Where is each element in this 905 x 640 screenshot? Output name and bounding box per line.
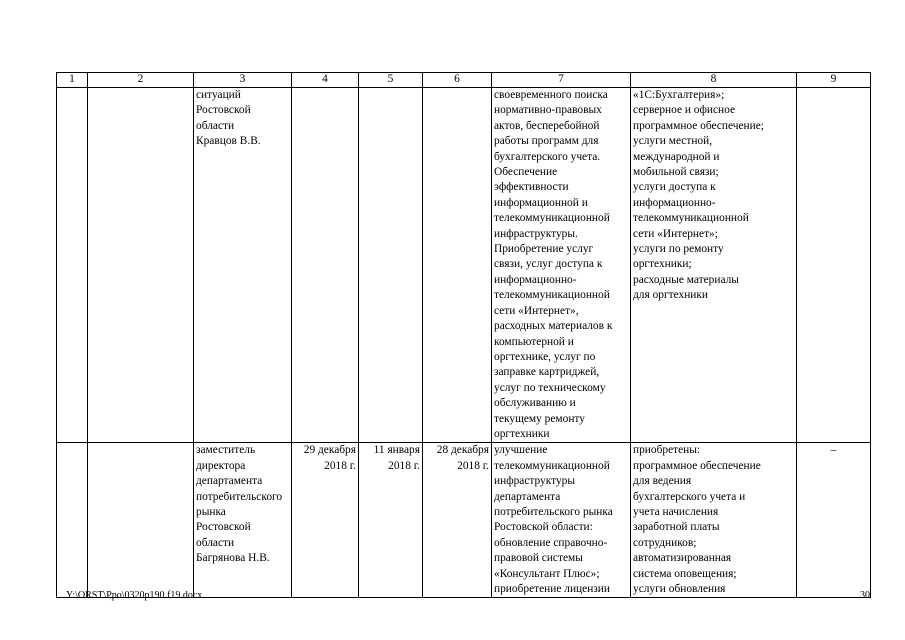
cell-line: программное обеспечение [633,459,761,472]
row1-results [631,88,797,443]
cell-line: департамента [196,475,263,488]
row1-col6 [423,88,492,443]
cell-line: правовой системы [494,552,583,565]
row2-col2 [88,443,194,598]
page-number: 30 [860,590,870,601]
cell-line: «Консультант Плюс»; [494,567,600,580]
cell-line: эффективности [494,181,569,194]
row2-col1 [57,443,88,598]
cell-line: Обеспечение [494,166,558,179]
cell-line: телекоммуникационной [494,212,610,225]
cell-line: автоматизированная [633,552,732,565]
cell-line: компьютерной и [494,335,574,348]
cell-line: телекоммуникационной [494,289,610,302]
cell-line: расходные материалы [633,273,739,286]
cell-line: 28 декабря [436,444,489,457]
cell-line: телекоммуникационной [494,459,610,472]
cell-line: заработной платы [633,521,720,534]
row2-description [492,443,631,598]
row2-planned-start [292,443,359,598]
row1-description [492,88,631,443]
row1-responsible [194,88,292,443]
cell-line: мобильной связи; [633,166,719,179]
row1-col5 [359,88,423,443]
cell-line: области [196,119,235,132]
cell-line: международной и [633,150,720,163]
cell-line: заместитель [196,444,256,457]
cell-line: нормативно-правовых [494,104,602,117]
cell-line: информационно- [494,273,577,286]
row1-col4 [292,88,359,443]
column-header-5: 5 [359,73,423,88]
cell-line: Ростовской [196,521,251,534]
cell-line: оргтехники [494,427,550,440]
cell-line: «1С:Бухгалтерия»; [633,89,725,101]
table-row [57,88,871,443]
cell-line: приобретение лицензии [494,583,610,595]
row2-results [631,443,797,598]
row1-col9 [797,88,871,443]
cell-line: директора [196,459,246,472]
cell-line: улучшение [494,444,548,457]
cell-line: 29 декабря [303,444,356,457]
cell-line: бухгалтерского учета и [633,490,746,503]
cell-line: услуги доступа к [633,181,716,194]
row2-actual-start [359,443,423,598]
cell-line: области [196,536,235,549]
cell-line: связи, услуг доступа к [494,258,603,271]
cell-line: потребительского [196,490,283,503]
row1-col2 [88,88,194,443]
cell-line: для ведения [633,475,692,488]
page-footer [66,590,870,602]
cell-line: серверное и офисное [633,104,735,117]
cell-line: департамента [494,490,561,503]
cell-line: для оргтехники [633,289,709,302]
cell-line: 2018 г. [388,459,420,472]
cell-line: учета начисления [633,505,719,518]
cell-line: оргтехнике, услуг по [494,350,596,363]
cell-line: ситуаций [196,89,241,101]
cell-line: Ростовской области: [494,521,593,534]
column-header-2: 2 [88,73,194,88]
cell-line: услуги местной, [633,135,713,148]
cell-line: инфраструктуры. [494,227,578,240]
cell-line: Приобретение услуг [494,243,594,256]
cell-line: своевременного поиска [494,89,608,101]
cell-line: приобретены: [633,444,701,457]
cell-line: информационно- [633,196,716,209]
cell-line: 2018 г. [457,459,489,472]
column-header-1: 1 [57,73,88,88]
cell-line: услуги по ремонту [633,243,724,256]
cell-line: работы программ для [494,135,599,148]
cell-line: заправке картриджей, [494,366,600,379]
header-row [57,73,871,88]
cell-line: инфраструктуры [494,475,575,488]
row2-notes: – [797,443,871,598]
column-header-8: 8 [631,73,797,88]
cell-line: сети «Интернет»; [633,227,718,240]
cell-line: расходных материалов к [494,320,613,333]
row2-end-date [423,443,492,598]
cell-line: Ростовской [196,104,251,117]
report-table [56,72,871,598]
cell-line: сотрудников; [633,536,697,549]
cell-line: текущему ремонту [494,412,585,425]
cell-line: Кравцов В.В. [196,135,261,148]
cell-line: потребительского рынка [494,505,613,518]
cell-line: услуги обновления [633,583,726,595]
column-header-9: 9 [797,73,871,88]
cell-line: 11 января [373,444,420,457]
column-header-3: 3 [194,73,292,88]
cell-line: актов, бесперебойной [494,119,600,132]
column-header-6: 6 [423,73,492,88]
column-header-7: 7 [492,73,631,88]
table-row [57,443,871,598]
row1-col1 [57,88,88,443]
cell-line: программное обеспечение; [633,119,764,132]
file-path: Y:\ORST\Ppo\0320p190.f19.docx [66,590,203,601]
row2-responsible [194,443,292,598]
cell-line: бухгалтерского учета. [494,150,601,163]
cell-line: система оповещения; [633,567,737,580]
cell-line: обновление справочно- [494,536,608,549]
cell-line: сети «Интернет», [494,304,579,317]
cell-line: 2018 г. [324,459,356,472]
cell-line: информационной и [494,196,588,209]
cell-line: услуг по техническому [494,381,606,394]
cell-line: телекоммуникационной [633,212,749,225]
cell-line: обслуживанию и [494,397,576,410]
cell-line: рынка [196,505,226,518]
cell-line: оргтехники; [633,258,692,271]
column-header-4: 4 [292,73,359,88]
cell-line: Багрянова Н.В. [196,552,270,565]
